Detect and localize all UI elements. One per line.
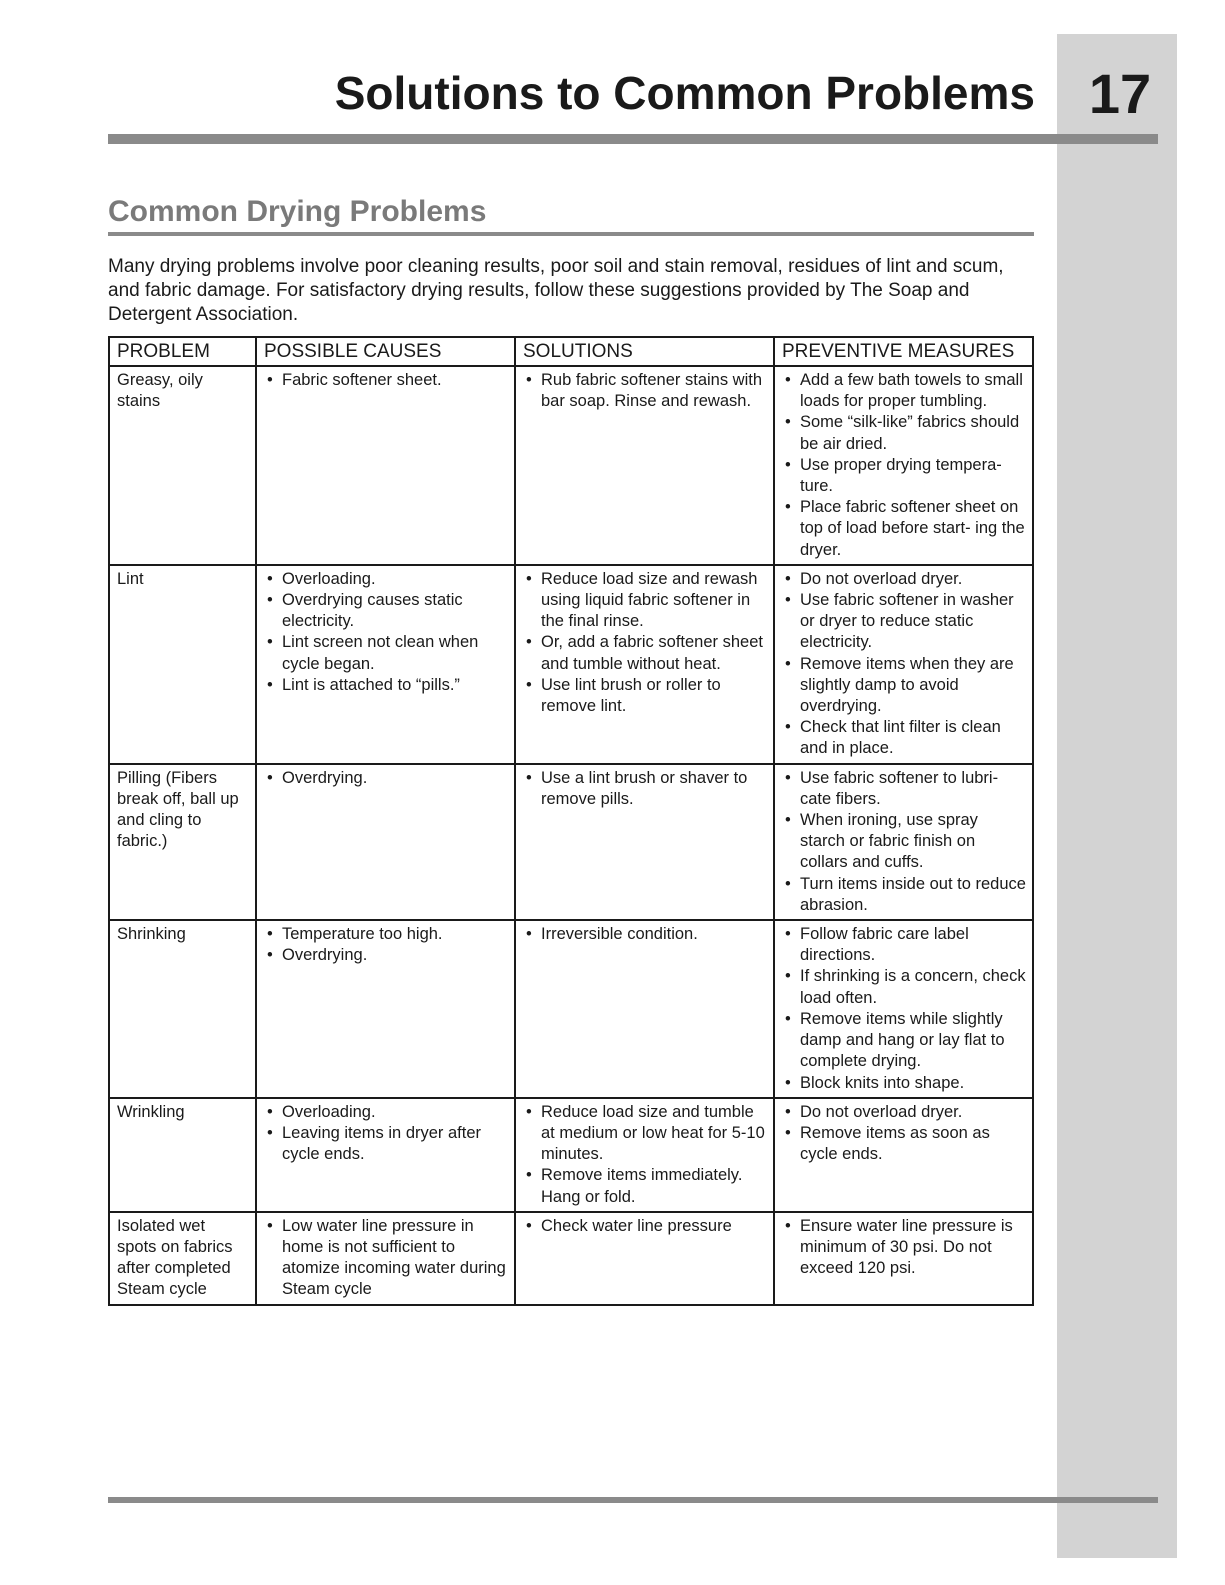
list-item: • Lint is attached to “pills.” <box>264 675 508 696</box>
solutions-cell <box>515 764 774 920</box>
list-item: • Remove items as soon as cycle ends. <box>782 1123 1026 1165</box>
list-item: • Remove items immediately. Hang or fold. <box>523 1165 767 1207</box>
solutions-cell <box>515 1098 774 1212</box>
causes-cell <box>256 565 515 764</box>
list-item: • Leaving items in dryer after cycle ends. <box>264 1123 508 1165</box>
problem-cell: Pilling (Fibers break off, ball up and cling to fabric.) <box>109 764 256 920</box>
drying-problems-table <box>108 336 1034 1306</box>
list-item: • Place fabric softener sheet on top of load before start- ing the dryer. <box>782 497 1026 561</box>
list-item: • Use a lint brush or shaver to remove pills. <box>523 768 767 810</box>
list-item: • Temperature too high. <box>264 924 508 945</box>
list-item: • Overdrying. <box>264 945 508 966</box>
table-row <box>109 764 1033 920</box>
side-tab <box>1057 34 1177 1558</box>
column-header-solutions: SOLUTIONS <box>515 337 774 366</box>
list-item: • Low water line pressure in home is not sufficient to atomize incoming water during Steam cycle <box>264 1216 508 1301</box>
list-item: • Rub fabric softener stains with bar soap. Rinse and rewash. <box>523 370 767 412</box>
causes-cell <box>256 1212 515 1305</box>
list-item: • Turn items inside out to reduce abrasion. <box>782 874 1026 916</box>
list-item: • Follow fabric care label directions. <box>782 924 1026 966</box>
list-item: • Use proper drying tempera- ture. <box>782 455 1026 497</box>
list-item: • Ensure water line pressure is minimum of 30 psi. Do not exceed 120 psi. <box>782 1216 1026 1280</box>
column-header-problem: PROBLEM <box>109 337 256 366</box>
table-header-row <box>109 337 1033 366</box>
measures-cell <box>774 764 1033 920</box>
table-row <box>109 1212 1033 1305</box>
measures-cell <box>774 366 1033 565</box>
list-item: • When ironing, use spray starch or fabric finish on collars and cuffs. <box>782 810 1026 874</box>
table-row <box>109 920 1033 1098</box>
list-item: • Irreversible condition. <box>523 924 767 945</box>
column-header-causes: POSSIBLE CAUSES <box>256 337 515 366</box>
list-item: • Use fabric softener to lubri- cate fibers. <box>782 768 1026 810</box>
list-item: • Check that lint filter is clean and in place. <box>782 717 1026 759</box>
section-title: Common Drying Problems <box>108 195 487 228</box>
causes-cell <box>256 366 515 565</box>
list-item: • Lint screen not clean when cycle began. <box>264 632 508 674</box>
causes-cell <box>256 920 515 1098</box>
list-item: • Remove items while slightly damp and hang or lay flat to complete drying. <box>782 1009 1026 1073</box>
problem-cell: Shrinking <box>109 920 256 1098</box>
list-item: • Overloading. <box>264 569 508 590</box>
list-item: • Do not overload dryer. <box>782 1102 1026 1123</box>
list-item: • Use lint brush or roller to remove lint. <box>523 675 767 717</box>
footer-divider <box>108 1497 1158 1503</box>
list-item: • Remove items when they are slightly damp to avoid overdrying. <box>782 654 1026 718</box>
problem-cell: Isolated wet spots on fabrics after completed Steam cycle <box>109 1212 256 1305</box>
list-item: • Overloading. <box>264 1102 508 1123</box>
solutions-cell <box>515 366 774 565</box>
measures-cell <box>774 1098 1033 1212</box>
list-item: • Some “silk-like” fabrics should be air dried. <box>782 412 1026 454</box>
solutions-cell <box>515 920 774 1098</box>
section-divider <box>108 232 1034 236</box>
list-item: • Overdrying causes static electricity. <box>264 590 508 632</box>
list-item: • Add a few bath towels to small loads for proper tumbling. <box>782 370 1026 412</box>
list-item: • Check water line pressure <box>523 1216 767 1237</box>
list-item: • Do not overload dryer. <box>782 569 1026 590</box>
problem-cell: Wrinkling <box>109 1098 256 1212</box>
page-number: 17 <box>1088 62 1152 125</box>
list-item: • Overdrying. <box>264 768 508 789</box>
table-row <box>109 565 1033 764</box>
list-item: • If shrinking is a concern, check load often. <box>782 966 1026 1008</box>
measures-cell <box>774 920 1033 1098</box>
list-item: • Use fabric softener in washer or dryer to reduce static electricity. <box>782 590 1026 654</box>
table-row <box>109 366 1033 565</box>
table-row <box>109 1098 1033 1212</box>
solutions-cell <box>515 565 774 764</box>
problem-cell: Lint <box>109 565 256 764</box>
intro-paragraph: Many drying problems involve poor cleaning results, poor soil and stain removal, residues of lint and scum, and fabric damage. For satisfactory drying results, follow these suggestions provided by The Soap and Detergent Association. <box>108 256 1004 325</box>
problem-cell: Greasy, oily stains <box>109 366 256 565</box>
causes-cell <box>256 1098 515 1212</box>
causes-cell <box>256 764 515 920</box>
column-header-measures: PREVENTIVE MEASURES <box>774 337 1033 366</box>
solutions-cell <box>515 1212 774 1305</box>
list-item: • Fabric softener sheet. <box>264 370 508 391</box>
list-item: • Reduce load size and rewash using liquid fabric softener in the final rinse. <box>523 569 767 633</box>
measures-cell <box>774 565 1033 764</box>
list-item: • Or, add a fabric softener sheet and tumble without heat. <box>523 632 767 674</box>
title-divider <box>108 134 1158 144</box>
page-title: Solutions to Common Problems <box>334 67 1035 119</box>
measures-cell <box>774 1212 1033 1305</box>
list-item: • Block knits into shape. <box>782 1073 1026 1094</box>
list-item: • Reduce load size and tumble at medium or low heat for 5-10 minutes. <box>523 1102 767 1166</box>
